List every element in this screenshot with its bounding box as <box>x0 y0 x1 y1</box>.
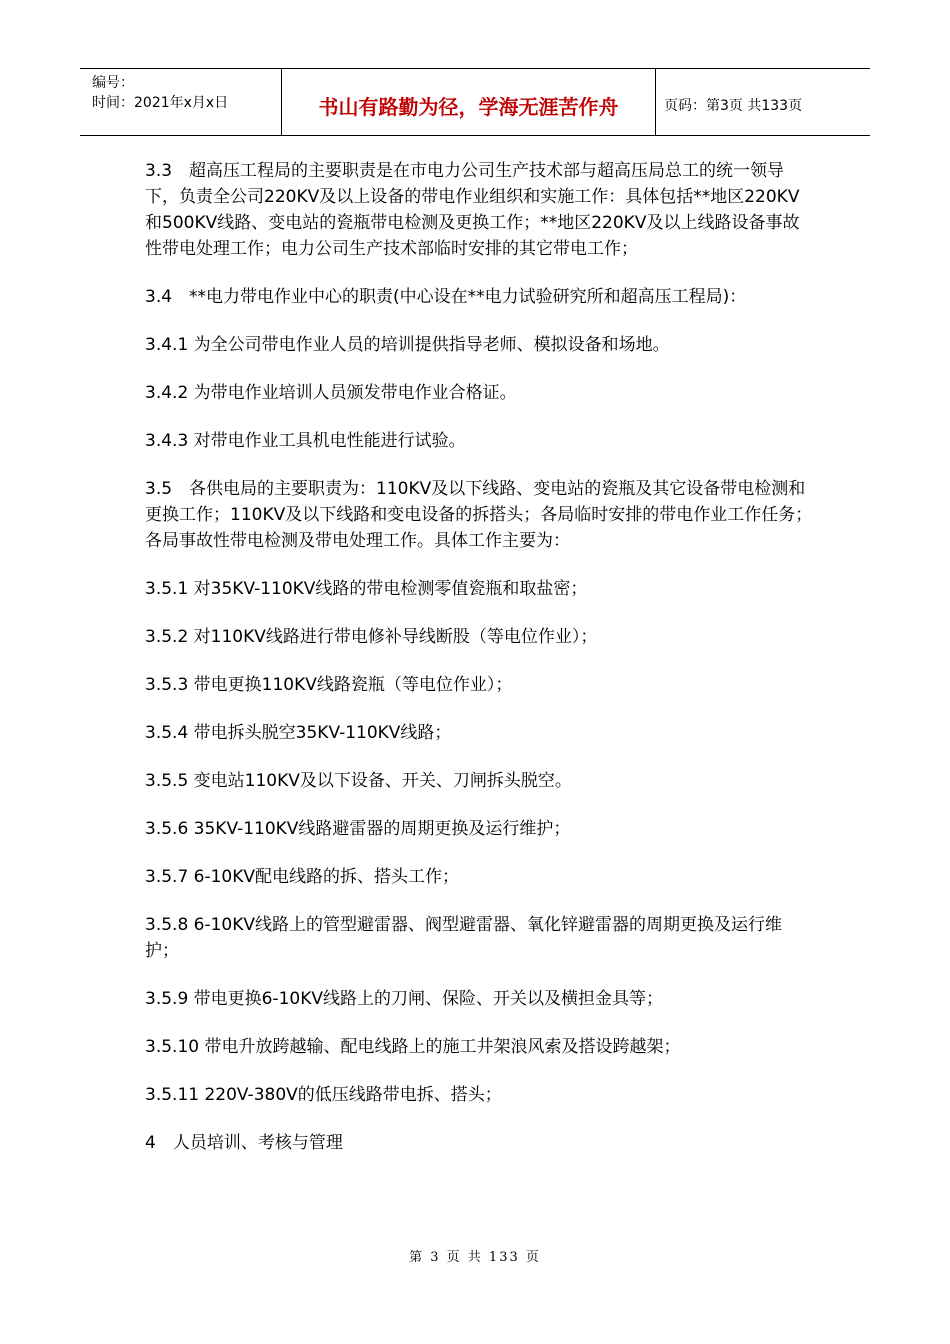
header-motto: 书山有路勤为径，学海无涯苦作舟 <box>282 69 656 135</box>
paragraph-3-5-6: 3.5.6 35KV-110KV线路避雷器的周期更换及运行维护； <box>145 819 571 839</box>
paragraph-3-4-1: 3.4.1 为全公司带电作业人员的培训提供指导老师、模拟设备和场地。 <box>145 335 670 355</box>
page-footer: 第 3 页 共 133 页 <box>409 1250 541 1265</box>
paragraph-3-5-9: 3.5.9 带电更换6-10KV线路上的刀闸、保险、开关以及横担金具等； <box>145 989 664 1009</box>
document-number-label: 编号： <box>92 75 134 91</box>
paragraph-3-5-7: 3.5.7 6-10KV配电线路的拆、搭头工作； <box>145 867 460 887</box>
paragraph-3-4: 3.4 **电力带电作业中心的职责(中心设在**电力试验研究所和超高压工程局)： <box>145 287 747 307</box>
paragraph-3-5-1: 3.5.1 对35KV-110KV线路的带电检测零值瓷瓶和取盐密； <box>145 579 588 599</box>
paragraph-3-5-10: 3.5.10 带电升放跨越输、配电线路上的施工井架浪风索及搭设跨越架； <box>145 1037 681 1057</box>
document-body <box>145 158 815 1178</box>
paragraph-3-5-8: 3.5.8 6-10KV线路上的管型避雷器、阀型避雷器、氧化锌避雷器的周期更换及运行维护； <box>145 915 783 961</box>
section-heading-4: 4 人员培训、考核与管理 <box>145 1133 343 1153</box>
paragraph-3-5-11: 3.5.11 220V-380V的低压线路带电拆、搭头； <box>145 1085 502 1105</box>
document-date: 时间：2021年x月x日 <box>92 95 229 111</box>
paragraph-3-3: 3.3 超高压工程局的主要职责是在市电力公司生产技术部与超高压局总工的统一领导下，负责全公司220KV及以上设备的带电作业组织和实施工作：具体包括**地区220KV和500KV线路、变电站的瓷瓶带电检测及更换工作；**地区220KV及以上线路设备事故性带电处理工作；电力公司生产技术部临时安排的其它带电工作； <box>145 161 800 259</box>
paragraph-3-5-4: 3.5.4 带电拆头脱空35KV-110KV线路； <box>145 723 452 743</box>
paragraph-3-4-2: 3.4.2 为带电作业培训人员颁发带电作业合格证。 <box>145 383 517 403</box>
header-page-info: 页码：第3页 共133页 <box>664 98 803 114</box>
paragraph-3-5-3: 3.5.3 带电更换110KV线路瓷瓶（等电位作业）； <box>145 675 513 695</box>
paragraph-3-5-2: 3.5.2 对110KV线路进行带电修补导线断股（等电位作业）； <box>145 627 598 647</box>
paragraph-3-5-5: 3.5.5 变电站110KV及以下设备、开关、刀闸拆头脱空。 <box>145 771 572 791</box>
paragraph-3-4-3: 3.4.3 对带电作业工具机电性能进行试验。 <box>145 431 466 451</box>
page-header <box>80 68 870 136</box>
paragraph-3-5: 3.5 各供电局的主要职责为：110KV及以下线路、变电站的瓷瓶及其它设备带电检测和更换工作；110KV及以下线路和变电设备的拆搭头；各局临时安排的带电作业工作任务；各局事故性带电检测及带电处理工作。具体工作主要为： <box>145 479 813 551</box>
header-meta <box>80 69 282 135</box>
